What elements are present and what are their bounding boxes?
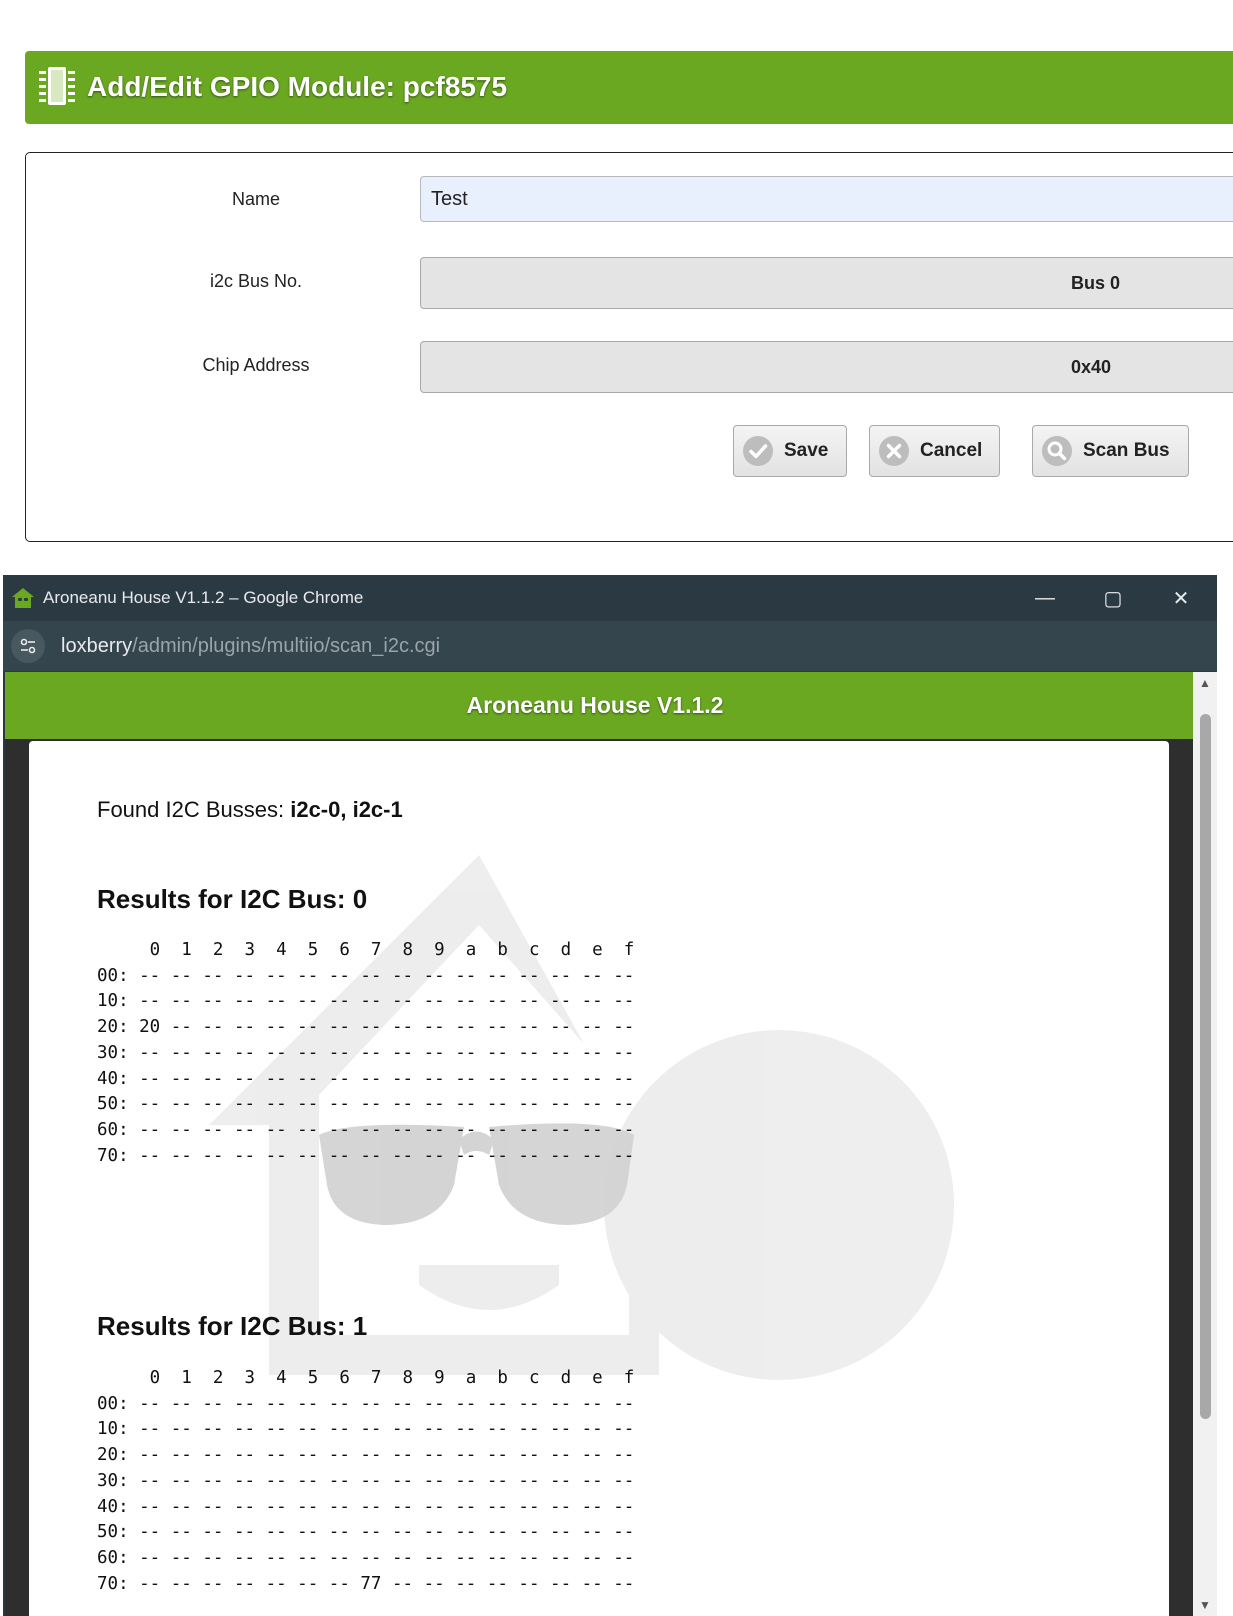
save-button[interactable] (733, 425, 847, 477)
page-title: Aroneanu House V1.1.2 (466, 692, 724, 718)
address-label: Chip Address (202, 355, 310, 375)
save-button-label: Save (784, 440, 829, 461)
minimize-button[interactable]: — (1035, 586, 1055, 609)
site-info-button[interactable] (11, 629, 45, 663)
scroll-thumb[interactable] (1200, 714, 1211, 1419)
found-busses-line (97, 797, 403, 823)
maximize-button[interactable]: ▢ (1103, 587, 1123, 610)
bus0-results-title: Results for I2C Bus: 0 (97, 884, 368, 914)
scan-bus-button[interactable] (1032, 425, 1189, 477)
search-icon (1041, 435, 1073, 467)
site-settings-icon (18, 636, 38, 656)
loxberry-logo-icon (11, 586, 35, 610)
chip-icon (35, 64, 79, 108)
url-field[interactable] (61, 635, 440, 658)
window-title: Aroneanu House V1.1.2 – Google Chrome (43, 588, 364, 607)
cancel-button-label: Cancel (920, 440, 983, 461)
cancel-button[interactable] (869, 425, 1000, 477)
module-form (25, 152, 1233, 542)
chip-address-select[interactable] (420, 341, 1233, 393)
close-button[interactable]: ✕ (1172, 587, 1190, 610)
browser-popup-window (3, 575, 1217, 1616)
dialog-title: Add/Edit GPIO Module: pcf8575 (87, 71, 508, 102)
bus-select[interactable] (420, 257, 1233, 309)
cancel-icon (878, 435, 910, 467)
dialog-header (25, 51, 1233, 124)
gpio-module-dialog (0, 0, 1233, 566)
url-host: loxberry (61, 635, 133, 657)
found-busses-value: i2c-0, i2c-1 (290, 797, 403, 822)
bus-label: i2c Bus No. (209, 271, 303, 291)
name-label: Name (231, 189, 280, 209)
name-input[interactable] (420, 176, 1233, 222)
window-titlebar[interactable] (3, 575, 1217, 621)
content-card (29, 741, 1169, 1616)
url-path: /admin/plugins/multiio/scan_i2c.cgi (132, 635, 441, 657)
scroll-up-arrow-icon[interactable]: ▲ (1199, 676, 1211, 690)
page-header (5, 672, 1195, 739)
address-bar (3, 621, 1217, 671)
page-viewport (5, 672, 1195, 1616)
bus-select-value: Bus 0 (1071, 272, 1121, 293)
bus1-results-title: Results for I2C Bus: 1 (97, 1311, 368, 1341)
bus1-scan-table: 0 1 2 3 4 5 6 7 8 9 a b c d e f 00: -- -- -- -- -- -- -- -- -- -- -- -- -- -- -- -- 10: -- -- -- -- -- -- -- -- -- -- -- -- -- -- -- -- 20: -- -- -- -- -- -- -- -- -- -- -- -- -- -- -- -- 30: -- -- -- -- -- -- -- -- -- -- -- -- -- -- -- -- 40: -- -- -- -- -- -- -- -- -- -- -- -- -- -- -- -- 50: -- -- -- -- -- -- -- -- -- -- -- -- -- -- -- -- 60: -- -- -- -- -- -- -- -- -- -- -- -- -- -- -- -- 70: -- -- -- -- -- -- -- 77 -- -- -- -- -- -- -- -- (97, 1368, 635, 1594)
check-icon (742, 435, 774, 467)
vertical-scrollbar[interactable] (1193, 672, 1217, 1616)
found-busses-label: Found I2C Busses: (97, 797, 291, 822)
chip-address-value: 0x40 (1071, 356, 1112, 377)
bus0-scan-table: 0 1 2 3 4 5 6 7 8 9 a b c d e f 00: -- -- -- -- -- -- -- -- -- -- -- -- -- -- -- -- 10: -- -- -- -- -- -- -- -- -- -- -- -- -- -- -- -- 20: 20 -- -- -- -- -- -- -- -- -- -- -- -- -- -- -- 30: -- -- -- -- -- -- -- -- -- -- -- -- -- -- -- -- 40: -- -- -- -- -- -- -- -- -- -- -- -- -- -- -- -- 50: -- -- -- -- -- -- -- -- -- -- -- -- -- -- -- -- 60: -- -- -- -- -- -- -- -- -- -- -- -- -- -- -- -- 70: -- -- -- -- -- -- -- -- -- -- -- -- -- -- -- -- (97, 940, 635, 1166)
scroll-down-arrow-icon[interactable]: ▼ (1199, 1598, 1211, 1612)
scan-bus-button-label: Scan Bus (1083, 440, 1170, 461)
